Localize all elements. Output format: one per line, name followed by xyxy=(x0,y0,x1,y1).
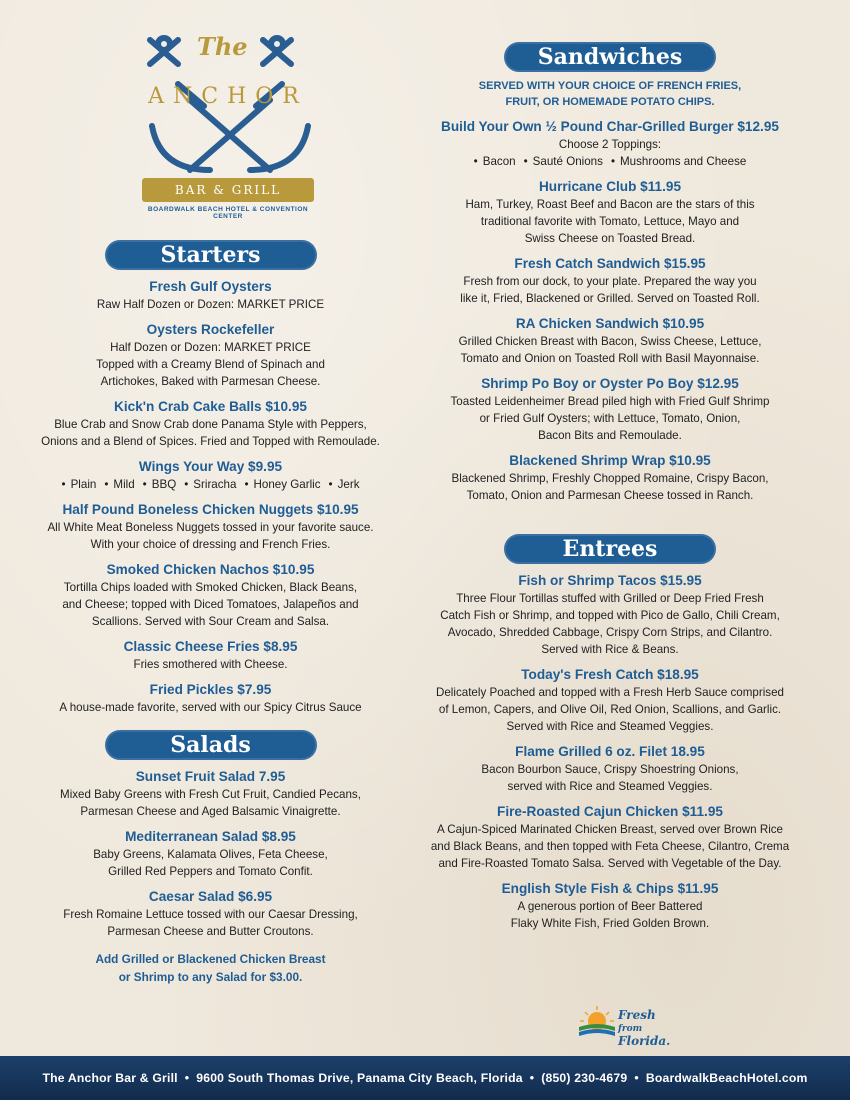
starters-list xyxy=(18,278,403,716)
option-label: • Sauté Onions xyxy=(524,155,603,168)
menu-item-description: Swiss Cheese on Toasted Bread. xyxy=(524,232,696,245)
sandwiches-list xyxy=(410,118,810,504)
option-label: • Honey Garlic xyxy=(244,478,320,491)
note-line: SERVED WITH YOUR CHOICE OF FRENCH FRIES, xyxy=(478,80,742,92)
menu-item-description: Tortilla Chips loaded with Smoked Chicken, Black Beans, xyxy=(63,581,358,594)
menu-item-title: Sunset Fruit Salad 7.95 xyxy=(135,769,286,784)
logo-the: The xyxy=(197,32,248,61)
menu-item-title: Fresh Gulf Oysters xyxy=(149,279,272,294)
menu-item xyxy=(18,828,403,880)
menu-item xyxy=(18,681,403,716)
menu-item xyxy=(410,178,810,247)
menu-item-description: Served with Rice and Steamed Veggies. xyxy=(506,720,714,733)
footer-website[interactable]: BoardwalkBeachHotel.com xyxy=(645,1071,808,1085)
menu-item xyxy=(18,501,403,553)
menu-item-description: Tomato and Onion on Toasted Roll with Basil Mayonnaise. xyxy=(460,352,760,365)
option-label: • Jerk xyxy=(329,478,360,491)
menu-item-description: Catch Fish or Shrimp, and topped with Pico de Gallo, Chili Cream, xyxy=(440,609,780,622)
menu-item-description: Grilled Red Peppers and Tomato Confit. xyxy=(108,865,313,878)
menu-item-title: Classic Cheese Fries $8.95 xyxy=(123,639,298,654)
menu-item-description: Fresh Romaine Lettuce tossed with our Caesar Dressing, xyxy=(63,908,358,921)
menu-item-title: Today's Fresh Catch $18.95 xyxy=(521,667,699,682)
anchor-logo xyxy=(130,30,330,225)
menu-item-description: Avocado, Shredded Cabbage, Crispy Corn Strips, and Cilantro. xyxy=(447,626,773,639)
menu-item xyxy=(18,278,403,313)
menu-item-description: Bacon Bourbon Sauce, Crispy Shoestring Onions, xyxy=(481,763,739,776)
footer-bar xyxy=(0,1056,850,1100)
menu-item-title: Kick'n Crab Cake Balls $10.95 xyxy=(114,399,307,414)
starters-section xyxy=(18,240,403,716)
menu-item xyxy=(18,638,403,673)
menu-item-description: Grilled Chicken Breast with Bacon, Swiss Cheese, Lettuce, xyxy=(458,335,762,348)
menu-item-title: Flame Grilled 6 oz. Filet 18.95 xyxy=(515,744,705,759)
right-column xyxy=(410,42,810,942)
menu-item-title: Wings Your Way $9.95 xyxy=(138,459,283,474)
menu-item-description: Half Dozen or Dozen: MARKET PRICE xyxy=(110,341,311,354)
option-label: • Plain xyxy=(62,478,97,491)
menu-item xyxy=(410,803,810,872)
menu-item-description: Fries smothered with Cheese. xyxy=(133,658,288,671)
menu-item-title: Smoked Chicken Nachos $10.95 xyxy=(106,562,315,577)
logo-banner: BAR & GRILL xyxy=(142,178,314,202)
menu-item-title: Oysters Rockefeller xyxy=(146,322,275,337)
sandwiches-section xyxy=(410,42,810,504)
menu-item xyxy=(410,743,810,795)
entrees-section xyxy=(410,534,810,932)
fresh-from-florida-logo xyxy=(577,1003,671,1048)
menu-item xyxy=(18,458,403,493)
menu-item-description: Tomato, Onion and Parmesan Cheese tossed in Ranch. xyxy=(466,489,754,502)
menu-item-description: of Lemon, Capers, and Olive Oil, Red Onion, Scallions, and Garlic. xyxy=(438,703,782,716)
menu-item xyxy=(18,398,403,450)
sandwiches-note xyxy=(410,78,810,110)
salad-addon-note xyxy=(18,950,403,986)
menu-item xyxy=(410,880,810,932)
menu-item-description: and Cheese; topped with Diced Tomatoes, Jalapeños and xyxy=(62,598,359,611)
from-word: from xyxy=(618,1024,643,1034)
fresh-word: Fresh xyxy=(618,1008,656,1022)
menu-item-description: Ham, Turkey, Roast Beef and Bacon are the stars of this xyxy=(465,198,755,211)
salads-heading: Salads xyxy=(105,730,317,760)
menu-item-description: Toasted Leidenheimer Bread piled high with Fried Gulf Shrimp xyxy=(450,395,770,408)
option-label: • BBQ xyxy=(143,478,177,491)
menu-item-description: Artichokes, Baked with Parmesan Cheese. xyxy=(100,375,321,388)
logo-subtitle: BOARDWALK BEACH HOTEL & CONVENTION CENTER xyxy=(147,206,309,220)
menu-item-description: Parmesan Cheese and Butter Croutons. xyxy=(107,925,314,938)
menu-item-description: served with Rice and Steamed Veggies. xyxy=(507,780,713,793)
menu-item-title: Caesar Salad $6.95 xyxy=(148,889,273,904)
menu-item-description: Fresh from our dock, to your plate. Prepared the way you xyxy=(463,275,757,288)
entrees-heading: Entrees xyxy=(504,534,716,564)
menu-item-title: Fire-Roasted Cajun Chicken $11.95 xyxy=(497,804,723,819)
menu-item-title: Hurricane Club $11.95 xyxy=(538,179,682,194)
sandwiches-heading: Sandwiches xyxy=(504,42,716,72)
menu-item-description: A Cajun-Spiced Marinated Chicken Breast, served over Brown Rice xyxy=(436,823,784,836)
menu-item xyxy=(410,118,810,170)
menu-item xyxy=(410,572,810,658)
menu-item-options xyxy=(18,476,403,493)
option-label: • Mild xyxy=(104,478,134,491)
logo-anchor: ANCHOR xyxy=(148,84,308,109)
addon-line: Add Grilled or Blackened Chicken Breast xyxy=(95,952,326,966)
menu-item-description: Flaky White Fish, Fried Golden Brown. xyxy=(510,917,710,930)
addon-line: or Shrimp to any Salad for $3.00. xyxy=(118,970,303,984)
florida-word: Florida. xyxy=(618,1034,671,1048)
menu-item-description: Blue Crab and Snow Crab done Panama Style with Peppers, xyxy=(54,418,367,431)
menu-item-description: Bacon Bits and Remoulade. xyxy=(538,429,682,442)
menu-item xyxy=(410,375,810,444)
menu-item-description: and Black Beans, and then topped with Feta Cheese, Cilantro, Crema xyxy=(430,840,790,853)
menu-item-description: traditional favorite with Tomato, Lettuce, Mayo and xyxy=(480,215,740,228)
starters-heading: Starters xyxy=(105,240,317,270)
menu-item-title: RA Chicken Sandwich $10.95 xyxy=(515,316,705,331)
menu-item xyxy=(18,321,403,390)
option-label: • Bacon xyxy=(474,155,516,168)
menu-item-description: or Fried Gulf Oysters; with Lettuce, Tomato, Onion, xyxy=(479,412,741,425)
menu-item-title: English Style Fish & Chips $11.95 xyxy=(501,881,719,896)
menu-item-options xyxy=(410,153,810,170)
menu-item-description: Topped with a Creamy Blend of Spinach and xyxy=(96,358,325,371)
menu-item-description: Onions and a Blend of Spices. Fried and Topped with Remoulade. xyxy=(41,435,380,448)
menu-item-title: Fish or Shrimp Tacos $15.95 xyxy=(518,573,702,588)
menu-item-title: Shrimp Po Boy or Oyster Po Boy $12.95 xyxy=(481,376,739,391)
menu-item-title: Fried Pickles $7.95 xyxy=(149,682,272,697)
menu-item-description: Three Flour Tortillas stuffed with Grilled or Deep Fried Fresh xyxy=(456,592,764,605)
option-label: • Mushrooms and Cheese xyxy=(611,155,746,168)
footer-name: The Anchor Bar & Grill xyxy=(42,1071,178,1085)
menu-item-description: All White Meat Boneless Nuggets tossed in your favorite sauce. xyxy=(47,521,374,534)
menu-item-description: Parmesan Cheese and Aged Balsamic Vinaigrette. xyxy=(80,805,341,818)
menu-item-description: Baby Greens, Kalamata Olives, Feta Cheese, xyxy=(93,848,328,861)
menu-item xyxy=(410,666,810,735)
menu-item-title: Build Your Own ½ Pound Char-Grilled Burger $12.95 xyxy=(441,119,779,134)
sun-waves-icon xyxy=(577,1003,617,1041)
menu-item-title: Blackened Shrimp Wrap $10.95 xyxy=(509,453,711,468)
menu-item-title: Mediterranean Salad $8.95 xyxy=(125,829,296,844)
menu-item-description: like it, Fried, Blackened or Grilled. Served on Toasted Roll. xyxy=(460,292,760,305)
menu-item-description: With your choice of dressing and French Fries. xyxy=(90,538,331,551)
left-column xyxy=(18,240,403,996)
menu-item-title: Half Pound Boneless Chicken Nuggets $10.95 xyxy=(62,502,359,517)
fresh-logo-text xyxy=(618,1009,670,1047)
menu-item-description: Choose 2 Toppings: xyxy=(558,138,662,151)
menu-item xyxy=(410,255,810,307)
menu-item xyxy=(18,888,403,940)
entrees-list xyxy=(410,572,810,932)
note-line: FRUIT, OR HOMEMADE POTATO CHIPS. xyxy=(505,96,715,108)
menu-item xyxy=(410,315,810,367)
salads-section xyxy=(18,730,403,986)
menu-item-description: and Fire-Roasted Tomato Salsa. Served with Vegetable of the Day. xyxy=(438,857,782,870)
menu-item-description: Blackened Shrimp, Freshly Chopped Romaine, Crispy Bacon, xyxy=(451,472,769,485)
footer-address: 9600 South Thomas Drive, Panama City Beach, Florida xyxy=(196,1071,523,1085)
menu-item-description: A house-made favorite, served with our Spicy Citrus Sauce xyxy=(59,701,362,714)
menu-item-description: Served with Rice & Beans. xyxy=(541,643,679,656)
menu-item-description: Delicately Poached and topped with a Fresh Herb Sauce comprised xyxy=(435,686,784,699)
option-label: • Sriracha xyxy=(184,478,236,491)
menu-item-description: Scallions. Served with Sour Cream and Salsa. xyxy=(91,615,330,628)
menu-item-description: Mixed Baby Greens with Fresh Cut Fruit, Candied Pecans, xyxy=(60,788,361,801)
menu-item-description: A generous portion of Beer Battered xyxy=(517,900,703,913)
footer-phone: (850) 230-4679 xyxy=(541,1071,628,1085)
menu-item xyxy=(410,452,810,504)
menu-item xyxy=(18,768,403,820)
salads-list xyxy=(18,768,403,940)
menu-item-title: Fresh Catch Sandwich $15.95 xyxy=(514,256,706,271)
menu-item-description: Raw Half Dozen or Dozen: MARKET PRICE xyxy=(96,298,325,311)
menu-item xyxy=(18,561,403,630)
